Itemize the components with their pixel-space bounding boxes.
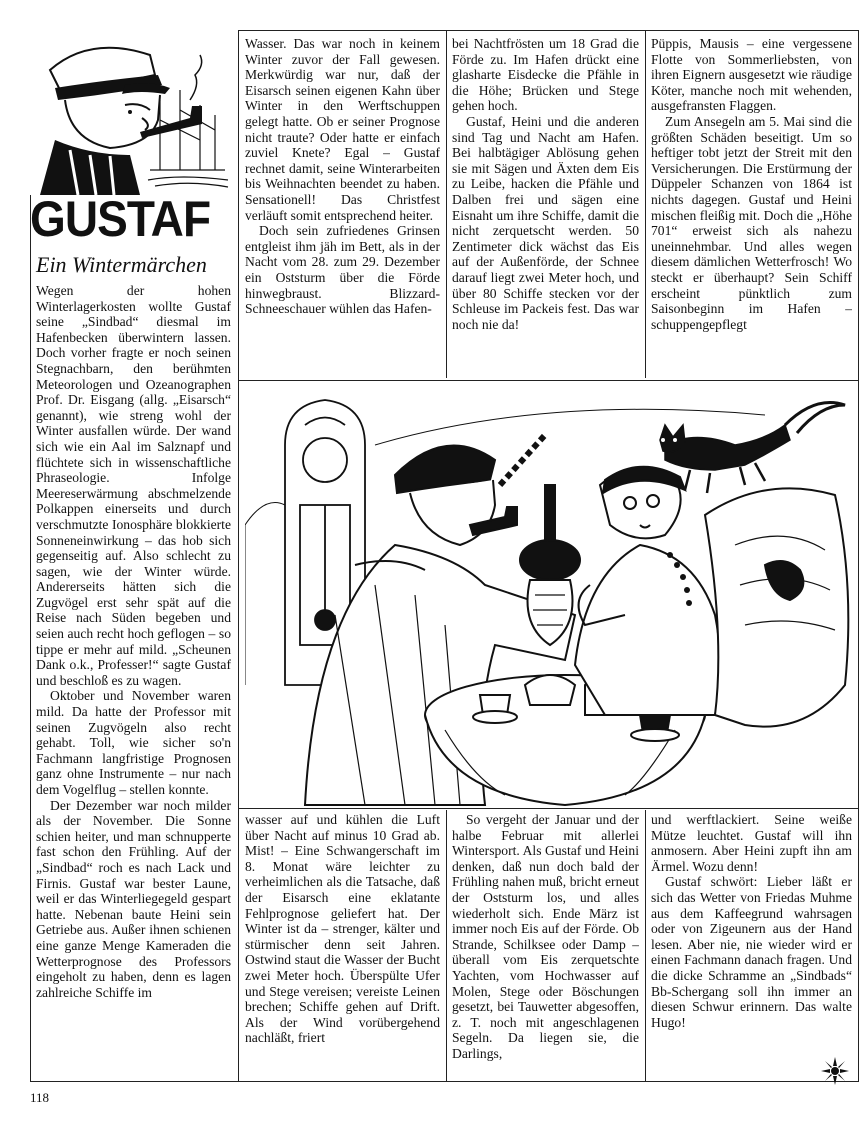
- paragraph: Gustaf schwört: Lieber läßt er sich das Wetter von Friedas Muhme aus dem Kaffeegrund wahrsagen oder von Zigeunern aus der Hand lesen. Aber nie, nie wieder wird er einen Fachmann danach fragen. Und die dicke Schramme an „Sindbads“ Bb-Schergang soll ihn immer an diesen Schwur erinnern. Das walte Hugo!: [651, 874, 852, 1030]
- gustaf-and-lady-at-coffee-table-illustration: [245, 385, 855, 807]
- paragraph: Wegen der hohen Winterlagerkosten wollte Gustaf seine „Sindbad“ diesmal im Hafenbecken überwintern lassen. Doch vorher fragte er noch seinen Stegnachbarn, den berühmten Meteorologen und Ozeanographen Prof. Dr. Eisgang (allg. „Eisarsch“ genannt), wie streng wohl der Winter ausfallen würde. Der wand sich wie ein Aal im Salznapf und flüchtete sich in wissenschaftliche Phraseologie. Infolge Meereserwärmung abschmelzende Polkappen einerseits und durch verschmutzte Ionosphäre blokkierte Sonneneinwirkung – das hob sich gegenseitig auf. Also schlecht zu sagen, wie der Winter würde. Andererseits hätten sich die Zugvögel erst sehr spät auf die Reise nach Süden begeben und seien auch recht hoch geflogen – so tippe er mehr auf mild. „Scheunen Dank o.k., Professer!“ sagte Gustaf und beschloß es zu wagen.: [36, 283, 231, 688]
- paragraph: Doch sein zufriedenes Grinsen entgleist ihm jäh im Bett, als in der Nacht vom 28. zum 29. Dezember ein Oststurm über die Förde hinwegbraust. Blizzard-Schneeschauer wühlen das Hafen-: [245, 223, 440, 317]
- text-column-3-top: [452, 36, 639, 378]
- illustration-top-rule: [238, 380, 858, 381]
- column-rule: [446, 30, 447, 378]
- illustration-bottom-rule: [238, 808, 858, 809]
- article-subtitle: Ein Wintermärchen: [36, 252, 207, 277]
- column-top-rule: [238, 30, 858, 31]
- column-rule: [446, 810, 447, 1082]
- column-rule: [238, 30, 239, 1082]
- column-rule: [645, 30, 646, 378]
- paragraph: Der Dezember war noch milder als der November. Die Sonne schien heiter, und man schnupperte fast schon den Frühling. Auf der „Sindbad“ roch es nach Lack und Firnis. Gustaf war bester Laune, weil er das Winterliegegeld gespart hatte. Nebenan baute Heini sein Getriebe aus. Außer ihnen schienen eine ganze Menge Kameraden die Wetterprognose des Professors eingeholt zu haben, denn es lagen zahlreiche Schiffe im: [36, 797, 231, 1000]
- paragraph: Zum Ansegeln am 5. Mai sind die größten Schäden beseitigt. Um so heftiger tobt jetzt der Streit mit den Versicherungen. Die Erstürmung der Düppeler Schanzen von 1864 ist nichts dagegen. Gustaf und Heini mischen fleißig mit. Doch die „Höhe 701“ erweist sich als nahezu uneinnehmbar. Und alles wegen diesem dämlichen Wetterfrosch! Wo steckt er überhaupt? Sein Schiff erscheint pünktlich zum Saisonbeginn im Hafen – schuppengepflegt: [651, 113, 852, 332]
- text-column-2-top: [245, 36, 440, 378]
- page-edge-rule: [858, 30, 859, 1082]
- end-ornament-icon: [820, 1056, 850, 1086]
- text-column-4-bottom: [651, 812, 852, 1080]
- text-column-1: [36, 283, 231, 1081]
- text-column-4-top: [651, 36, 852, 378]
- paragraph: Gustaf, Heini und die anderen sind Tag und Nacht am Hafen. Bei halbtägiger Ablösung gehen sie mit Sägen und Äxten dem Eis zu Leibe, hacken die Pfähle und Dalben frei und sägen eine Eisnaht um ihre Schiffe, damit die nicht zerquetscht werden. 50 Zentimeter dick wächst das Eis auf der Außenförde, der Schnee darauf liegt zwei Meter hoch, und über 80 Schiffe stecken vor der Schleuse im Packeis fest. Das war noch nie da!: [452, 113, 639, 332]
- article-title: GUSTAF: [30, 191, 211, 247]
- text-column-2-bottom: [245, 812, 440, 1080]
- paragraph: So vergeht der Januar und der halbe Februar mit allerlei Wintersport. Als Gustaf und Heini denken, daß nun doch bald der Frühling nahen muß, bricht erneut der Oststurm los, und alles wiederholt sich. Ende März ist immer noch Eis auf der Förde. Ob Strande, Schilksee oder Damp – überall vom Eis zerquetschte Yachten, vom Hochwasser auf Molen, Stege oder Böschungen gesetzt, bei Tauwetter abgesoffen, z. T. noch mit angeschlagenen Segeln. Da liegen sie, die Darlings,: [452, 812, 639, 1061]
- paragraph: und werftlackiert. Seine weiße Mütze leuchtet. Gustaf will ihn anmosern. Aber Heini zupft ihn am Ärmel. Wozu denn!: [651, 812, 852, 874]
- paragraph: Oktober und November waren mild. Da hatte der Professor mit seinen Zugvögeln also recht gehabt. Toll, wie sicher so'n Fachmann langfristige Prognosen ganz ohne Instrumente – nur nach dem Vogelflug – stellen konnte.: [36, 688, 231, 797]
- page-number: 118: [30, 1090, 50, 1105]
- paragraph: bei Nachtfrösten um 18 Grad die Förde zu. Im Hafen drückt eine glasharte Eisdecke die Pfähle in die Höhe; Brücken und Stege gehen hoch.: [452, 36, 639, 114]
- paragraph: Püppis, Mausis – eine vergessene Flotte von Sommerliebsten, von ihren Eignern ausgesetzt wie räudige Köter, manche noch mit wehenden, ausgefransten Flaggen.: [651, 36, 852, 114]
- masthead-sailor-illustration: [30, 30, 230, 195]
- bottom-rule: [30, 1081, 858, 1082]
- text-column-3-bottom: [452, 812, 639, 1080]
- column-rule: [645, 810, 646, 1082]
- paragraph: wasser auf und kühlen die Luft über Nacht auf minus 10 Grad ab. Mist! – Eine Schwangerschaft im 8. Monat wäre leichter zu verheimlichen als die Tatsache, daß der Eisarsch eine eklatante Fehlprognose geliefert hat. Der Winter ist da – strenger, kälter und stürmischer denn seit Jahren. Ostwind staut die Wasser der Bucht zwei Meter hoch. Überspülte Ufer und Stege vereisen; vereiste Leinen brechen; Schiffe gehen auf Drift. Als der Wind vorübergehend nachläßt, friert: [245, 812, 440, 1046]
- paragraph: Wasser. Das war noch in keinem Winter zuvor der Fall gewesen. Merkwürdig war nur, daß der Eisarsch seinen eigenen Kahn über Winter in den Werftschuppen gelegt hatte. Ob er seiner Prognose nicht traute? Oder hatte er einfach zuviel Knete? Egal – Gustaf rechnet damit, seine Winterarbeiten bis Weihnachten beendet zu haben. Sensationell! Das Christfest verläuft somit entsprechend heiter.: [245, 36, 440, 223]
